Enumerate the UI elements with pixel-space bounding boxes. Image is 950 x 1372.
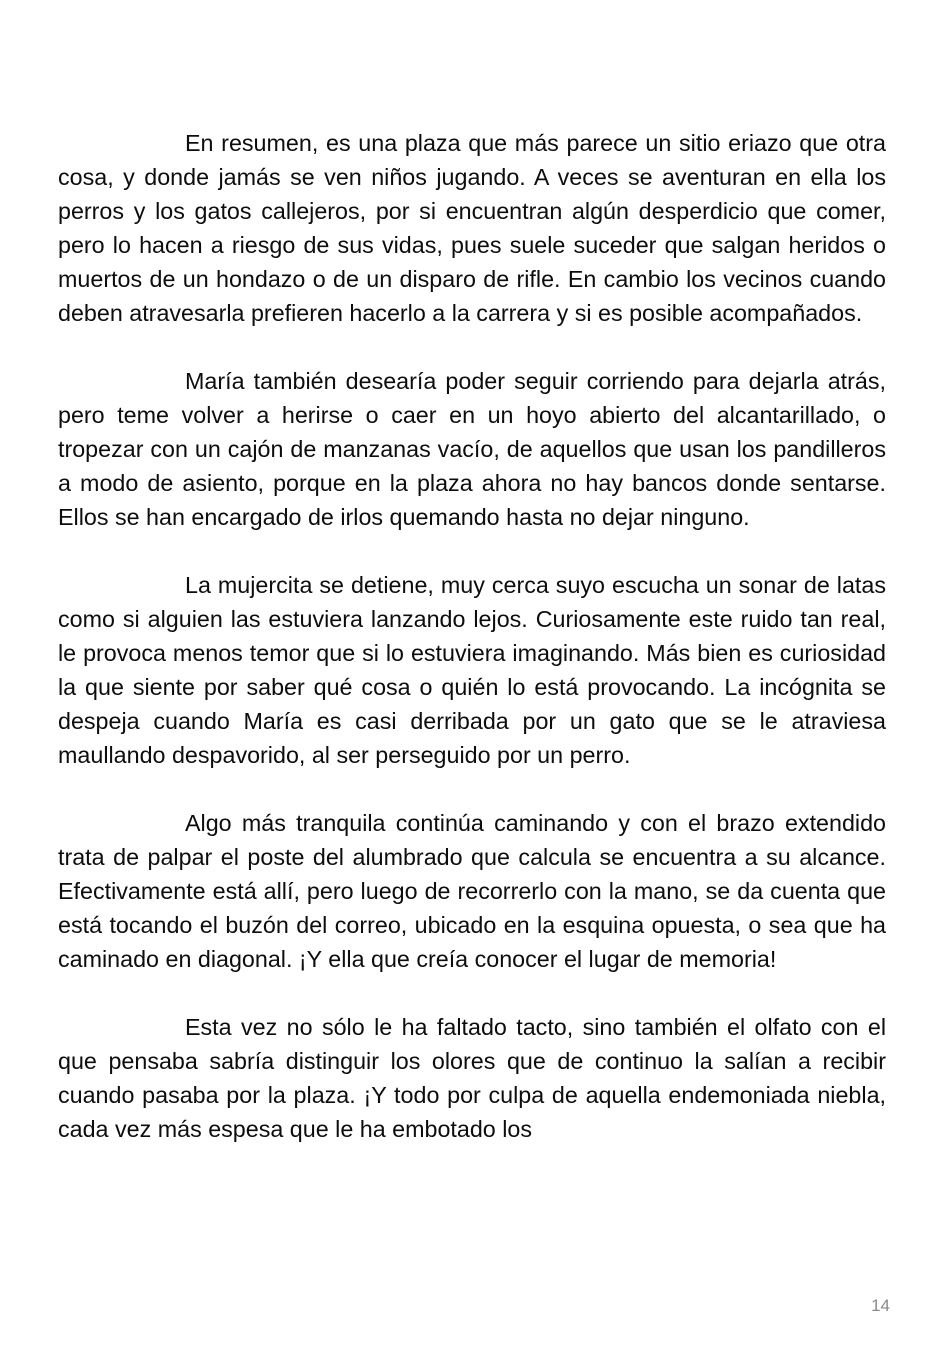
- paragraph-1: En resumen, es una plaza que más parece un sitio eriazo que otra cosa, y donde jamás se ven niños jugando. A veces se aventuran en ella los perros y los gatos callejeros, por si encuentran algún desperdicio que comer, pero lo hacen a riesgo de sus vidas, pues suele suceder que salgan heridos o muertos de un hondazo o de un disparo de rifle. En cambio los vecinos cuando deben atravesarla prefieren hacerlo a la carrera y si es posible acompañados.: [58, 130, 886, 326]
- paragraph-3: La mujercita se detiene, muy cerca suyo escucha un sonar de latas como si alguien las estuviera lanzando lejos. Curiosamente este ruido tan real, le provoca menos temor que si lo estuviera imaginando. Más bien es curiosidad la que siente por saber qué cosa o quién lo está provocando. La incógnita se despeja cuando María es casi derribada por un gato que se le atraviesa maullando despavorido, al ser perseguido por un perro.: [58, 572, 886, 768]
- page-number: 14: [871, 1296, 890, 1315]
- paragraph-5: Esta vez no sólo le ha faltado tacto, sino también el olfato con el que pensaba sabría distinguir los olores que de continuo la salían a recibir cuando pasaba por la plaza. ¡Y todo por culpa de aquella endemoniada niebla, cada vez más espesa que le ha embotado los: [58, 1014, 886, 1142]
- paragraph-2: María también desearía poder seguir corriendo para dejarla atrás, pero teme volver a herirse o caer en un hoyo abierto del alcantarillado, o tropezar con un cajón de manzanas vacío, de aquellos que usan los pandilleros a modo de asiento, porque en la plaza ahora no hay bancos donde sentarse. Ellos se han encargado de irlos quemando hasta no dejar ninguno.: [58, 368, 886, 530]
- paragraph-4: Algo más tranquila continúa caminando y con el brazo extendido trata de palpar el poste del alumbrado que calcula se encuentra a su alcance. Efectivamente está allí, pero luego de recorrerlo con la mano, se da cuenta que está tocando el buzón del correo, ubicado en la esquina opuesta, o sea que ha caminado en diagonal. ¡Y ella que creía conocer el lugar de memoria!: [58, 810, 886, 972]
- document-body: [58, 126, 886, 1180]
